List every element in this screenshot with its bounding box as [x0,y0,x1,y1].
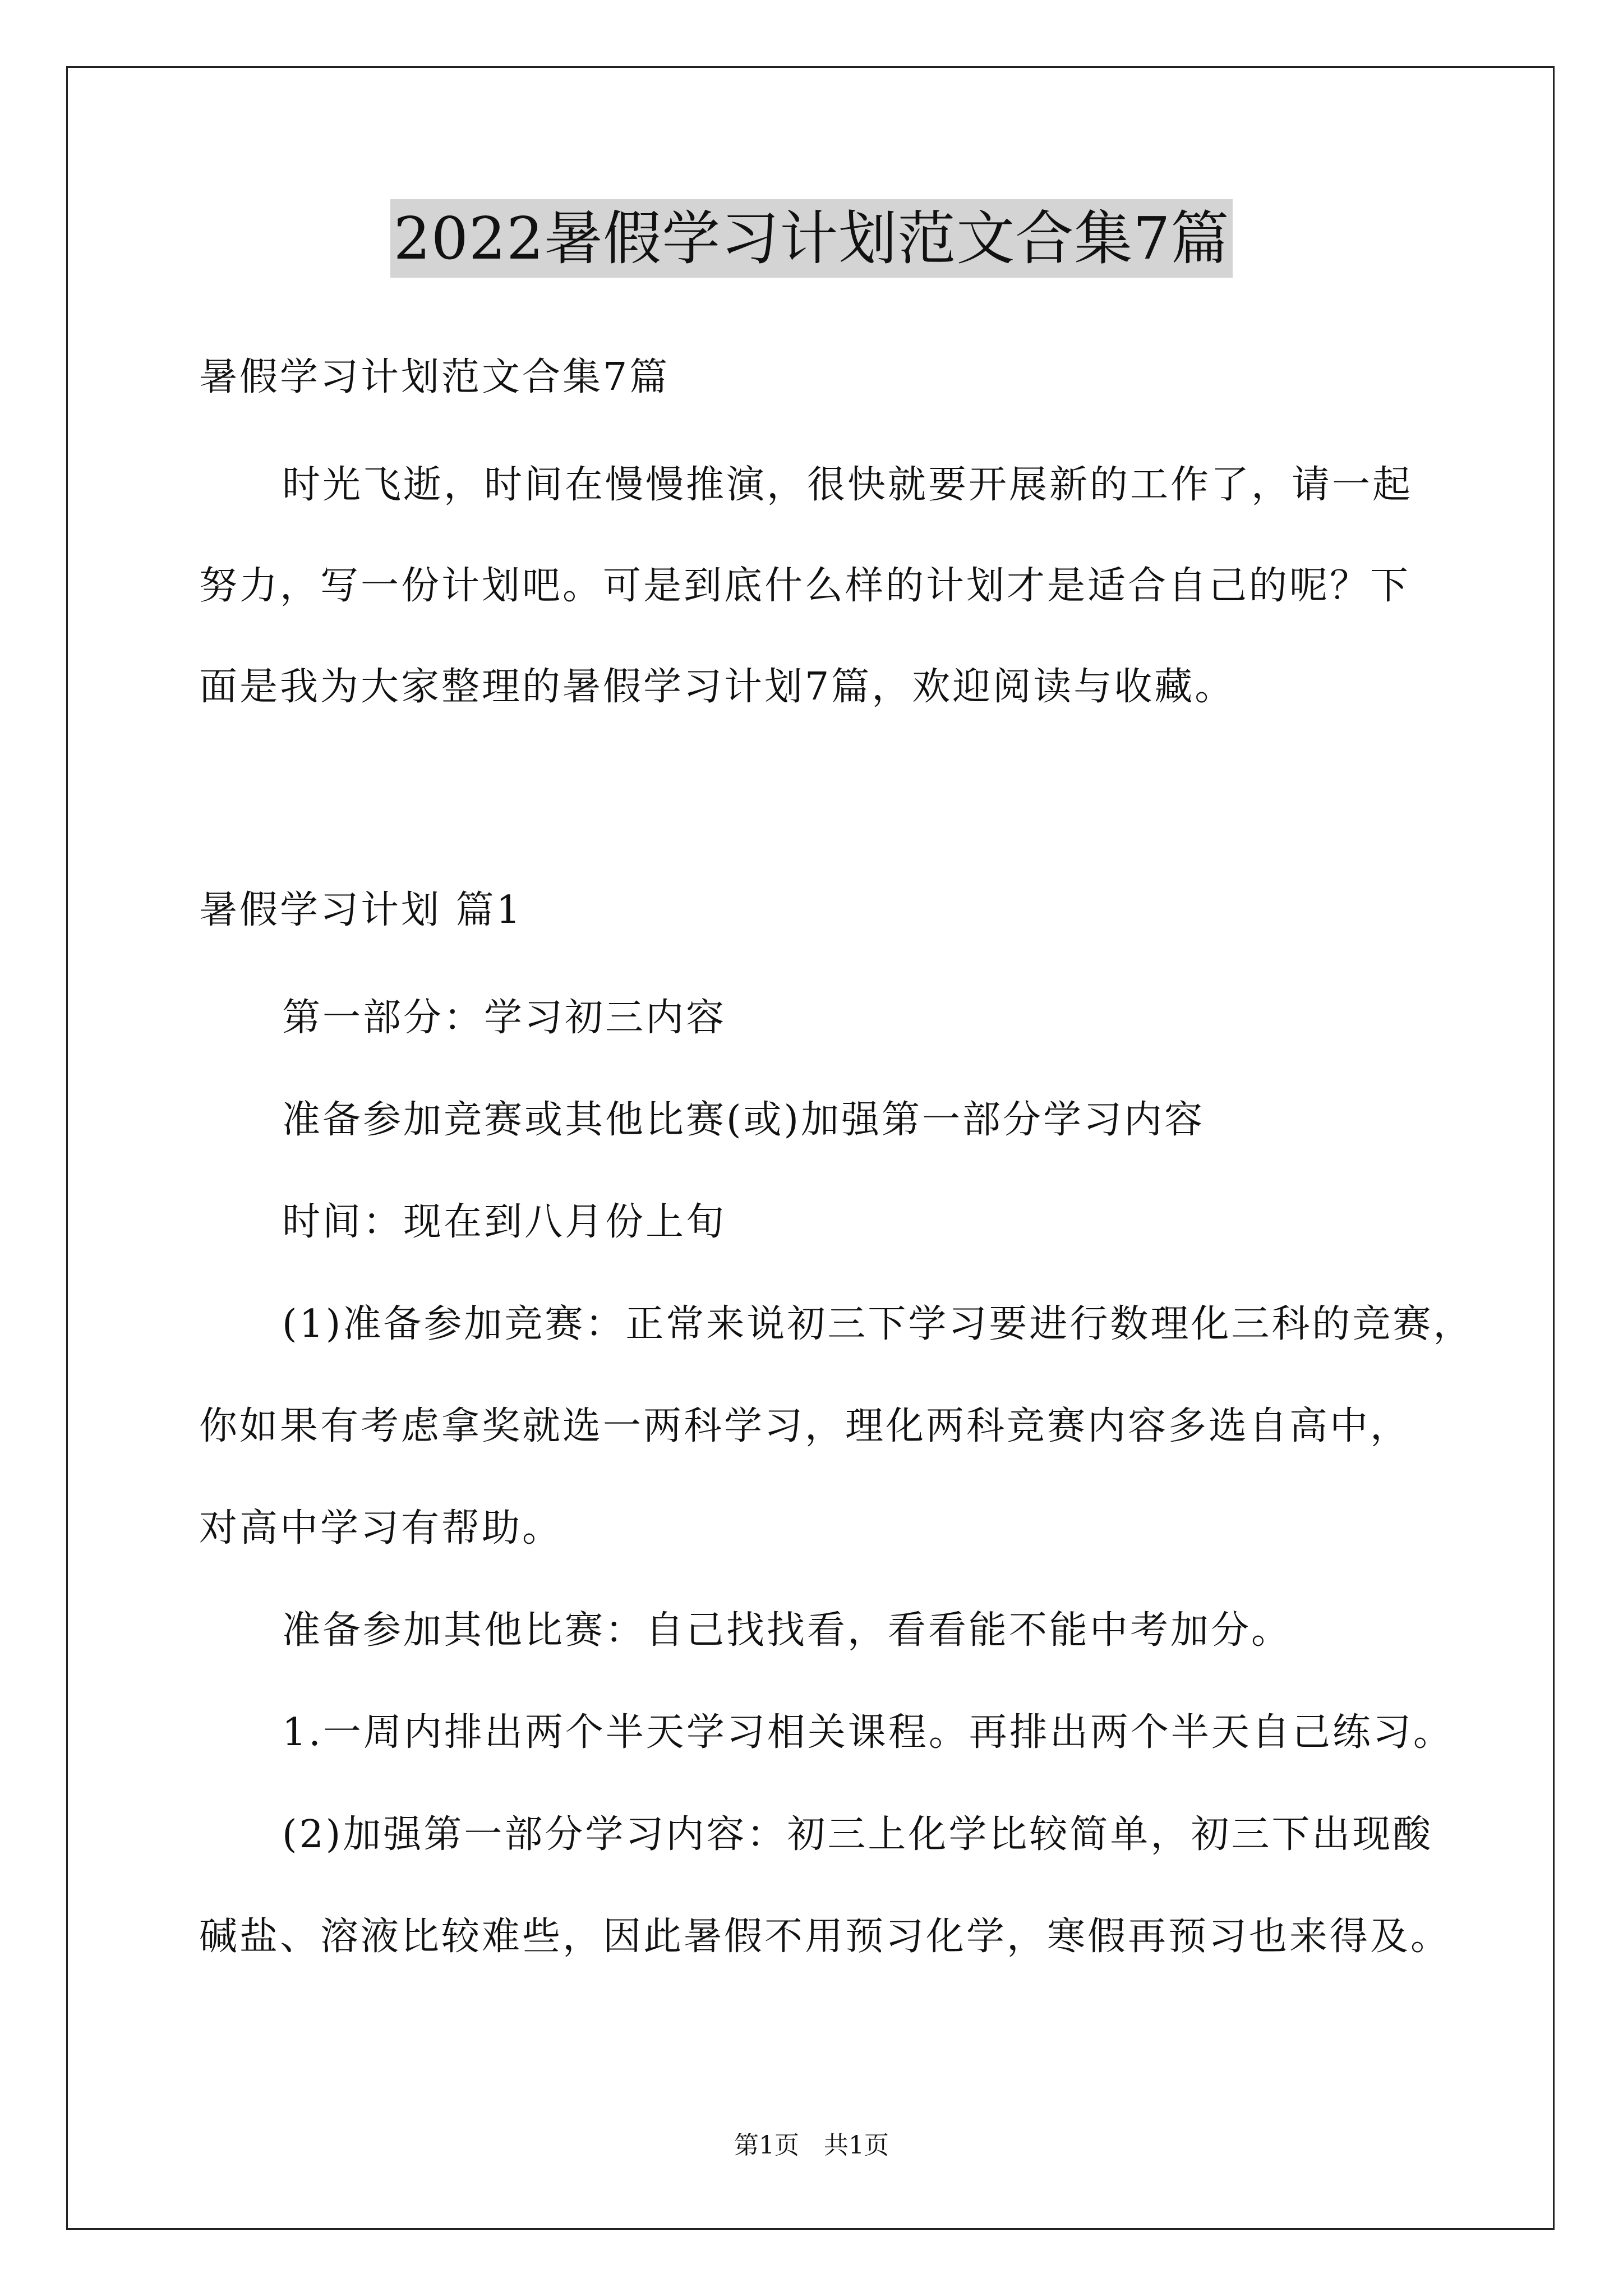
title-container [0,199,1623,278]
intro-line-2: 努力，写一份计划吧。可是到底什么样的计划才是适合自己的呢？下 [199,564,1411,608]
body-line-8: 1.一周内排出两个半天学习相关课程。再排出两个半天自己练习。 [282,1710,1454,1755]
body-line-7: 准备参加其他比赛：自己找找看，看看能不能中考加分。 [282,1608,1292,1653]
document-title: 2022暑假学习计划范文合集7篇 [390,199,1233,278]
body-line-4: (1)准备参加竞赛：正常来说初三下学习要进行数理化三科的竞赛， [282,1302,1474,1346]
body-line-3: 时间：现在到八月份上旬 [282,1200,727,1244]
body-line-2: 准备参加竞赛或其他比赛(或)加强第一部分学习内容 [282,1098,1205,1142]
body-line-5: 你如果有考虑拿奖就选一两科学习，理化两科竞赛内容多选自高中， [199,1404,1411,1448]
body-line-6: 对高中学习有帮助。 [199,1506,563,1550]
body-line-9: (2)加强第一部分学习内容：初三上化学比较简单，初三下出现酸 [282,1812,1433,1857]
body-line-10: 碱盐、溶液比较难些，因此暑假不用预习化学，寒假再预习也来得及。 [199,1915,1451,1959]
intro-line-1: 时光飞逝，时间在慢慢推演，很快就要开展新的工作了，请一起 [282,463,1413,507]
section-heading: 暑假学习计划 篇1 [199,888,523,932]
intro-line-3: 面是我为大家整理的暑假学习计划7篇，欢迎阅读与收藏。 [199,665,1235,709]
page-footer: 第1页 共1页 [734,2131,889,2160]
document-subtitle: 暑假学习计划范文合集7篇 [199,355,670,399]
body-line-1: 第一部分：学习初三内容 [282,996,727,1040]
